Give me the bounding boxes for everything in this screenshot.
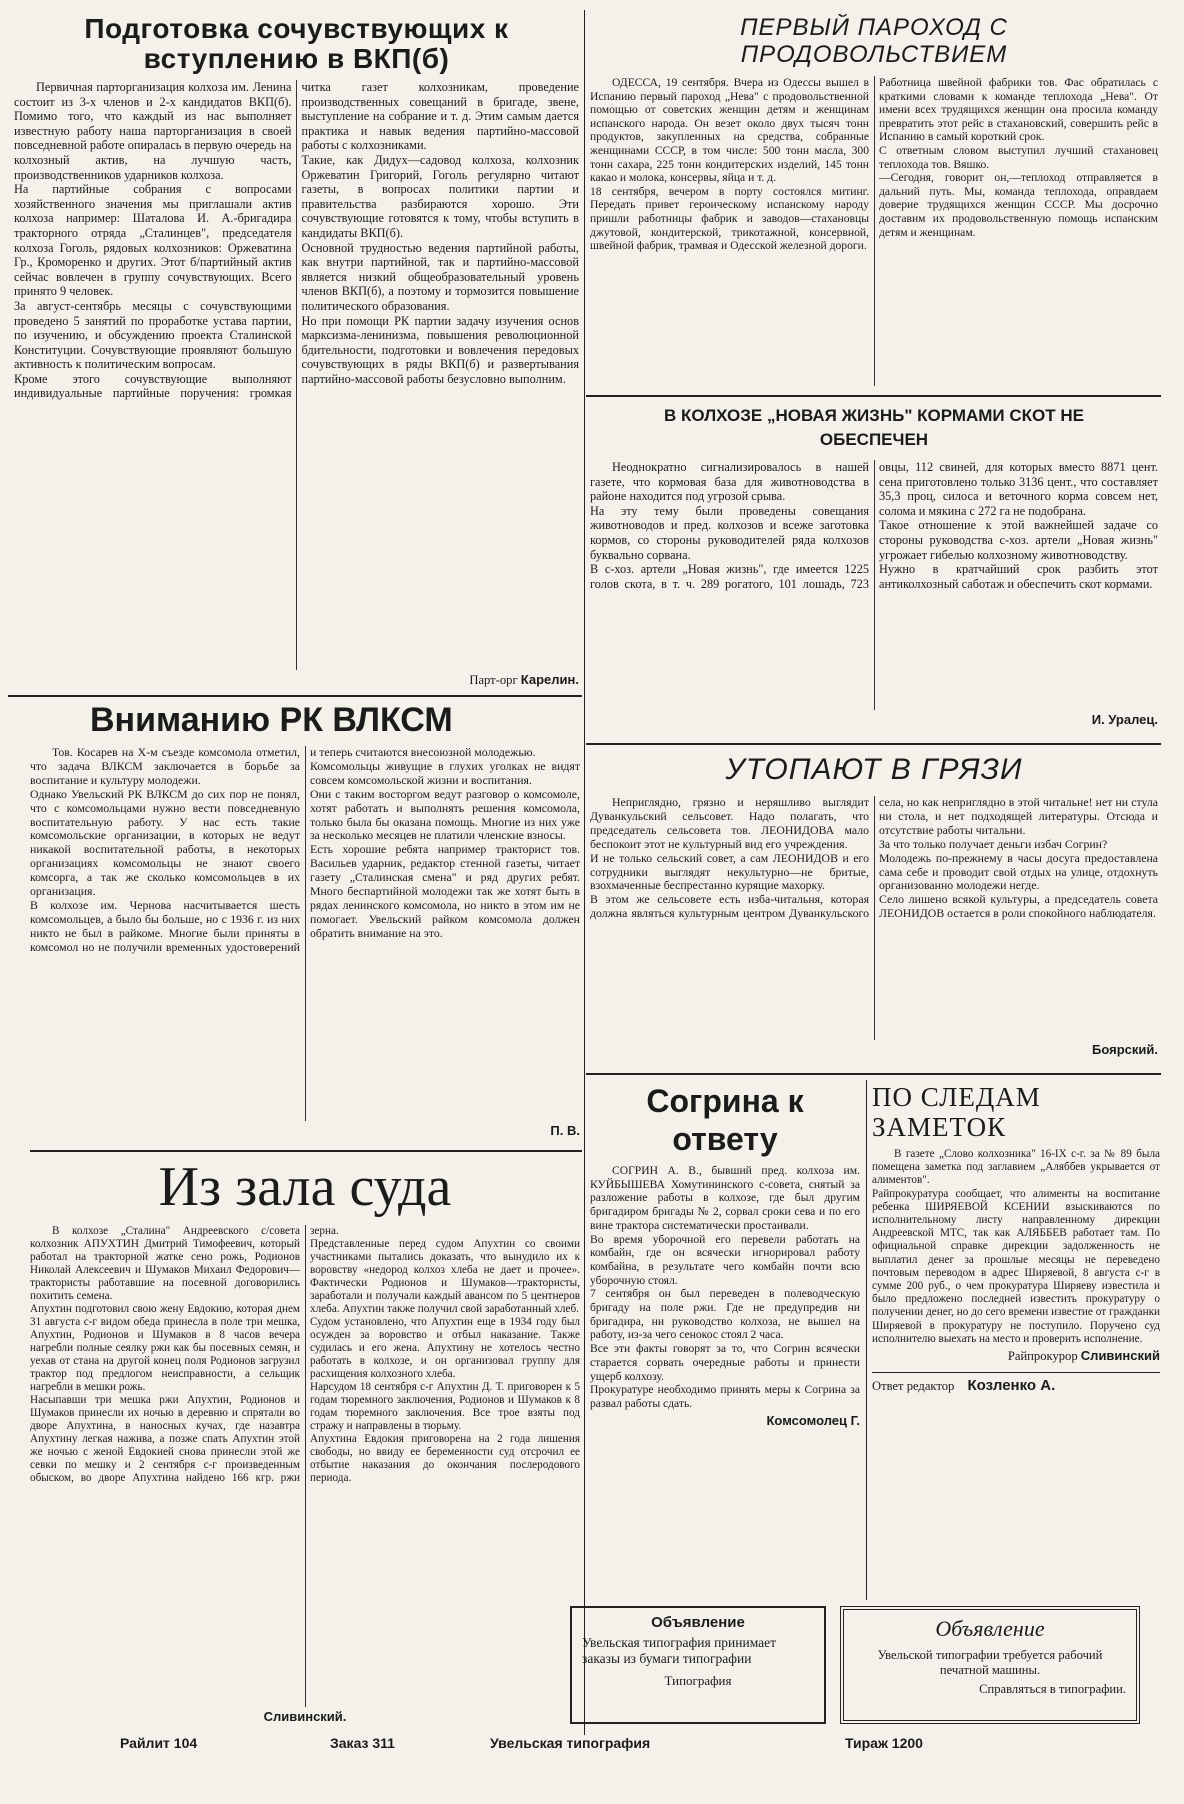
sign-name: Карелин. <box>520 672 579 687</box>
ad-sign: Типография <box>664 1673 732 1688</box>
article-body: В газете „Слово колхозника" 16-IX с-г. за № 89 была помещена заметка под заглавием „Аляббев укрывается от алиментов". Райпрокуратура сообщает, что алименты на воспитание ребенка ШИРЯЕВОЙ КСЕНИИ взыскиваются по исполнительному листу направленному дирекции Андреевской МТС, так как АЛЯББЕВ работает там. По официальной справке дирекции задолженность не выплатил денег за прошлые месяцы не переведено почтовым переводом в адрес Ширяевой, 8 августа с-г в сумме 200 руб., о чем прокуратура Ширяеву известила и было предложено последней известить прокуратуру о получении денег, но до сего времени известие от гражданки Ширяевой в прокуратуру не поступило. Поручено суд исполнителю выехать на место и проверить исполнение. <box>872 1148 1160 1345</box>
section-divider <box>586 1073 1161 1075</box>
sign-name: Комсомолец Г. <box>766 1412 860 1428</box>
article-signature <box>590 712 1158 728</box>
editor-line <box>872 1372 1160 1394</box>
article-signature <box>590 1413 860 1429</box>
article-body: ОДЕССА, 19 сентября. Вчера из Одессы вышел в Испанию первый пароход „Нева" с продовольственной помощью от советских женщин детям и женщинам испанского народа. Он везет около двух тысяч тонн продуктов, закупленных на средства, собранные женщинами СССР, в том числе: 500 тонн масла, 300 тонн сахара, 225 тонн кондитерских изделий, 145 тонн какао и молока, консервы, яйца и т. д. 18 сентября, вечером в порту состоялся митинг. Передать привет героическому испанскому народу пришли работницы фабрик и заводов—стахановцы джутовой, кондитерской, трикотажной, консервной, швейной фабрик, трамвая и Одесской железной дороги. Работница швейной фабрики тов. Фас обратилась с краткими словами к команде теплохода „Нева". От имени всех трудящихся женщин она просила команду превратить этот рейс в стахановский, совершить рейс в Испанию в самый короткий срок. С ответным словом выступил лучший стахановец теплохода тов. Вяшко. —Сегодня, говорит он,—теплоход отправляется в дальний путь. Мы, команда теплохода, оправдаем доверие трудящихся женщин СССР. Мы досрочно доставим их продовольственную помощь испанским детям и женщинам. <box>590 76 1158 253</box>
column-divider <box>866 1080 867 1600</box>
article-sogrina <box>590 1082 860 1592</box>
section-divider <box>30 1150 582 1152</box>
article-mud <box>590 752 1158 1070</box>
article-signature <box>14 672 579 688</box>
article-body: В колхозе „Сталина" Андреевского с/совета колхозник АПУХТИН Дмитрий Тимофеевич, который работал на тракторной жатке сено рожь, Родионов Николай Алексеевич и Шумаков Михаил Федорович—трактористы работавшие на посевной договорились похитить семена. Апухтин подготовил свою жену Евдокию, которая днем 31 августа с-г видом обеда принесла в поле три мешка, Апухтин, Родионов и Шумаков в 8 часов вечера нагребли полные сеялку ржи как бы посевных семян, и уехав от стана на другой конец поля Родионов загрузил трактор под предлогом неисправности, а сельщик нагребли в мешки рожь. Насыпавши три мешка ржи Апухтин, Родионов и Шумаков принесли их ночью в деревню и спрятали во дворе Апухтина, в наносных кучах, где назавтра Апухтину легкая нажива, а позже спать Апухтин этой же ночью с женой Евдокией снова принесли этой же севки по мешку и 2 сентября с-г произведенным обыском, во дворе Апухтина найдено 166 кгр. ржи зерна. Представленные перед судом Апухтин со своими участниками пытались доказать, что вынудило их к воровству «недород колхоз хлеба не дает и прочее». Фактически Родионов и Шумаков—трактористы, заработали и получали каждый авансом по 5 центнеров хлеба. Апухтин также получил свой заработанный хлеб. Судом установлено, что Апухтин еще в 1934 году был осужден за воровство и отбыл наказание. Также судилась и его жена. Апухтину не хотелось честно работать в колхозе, и он организовал группу для расхищения колхозного хлеба. Нарсудом 18 сентября с-г Апухтин Д. Т. приговорен к 5 годам тюремного заключения, Родионов и Шумаков к 8 годам тюремного заключения. Все трое взяты под стражу и направлены в тюрьму. Апухтина Евдокия приговорена на 2 года лишения свободы, но ввиду ее беременности суд отсрочил ее отбытие наказания до окончания послеродового периода. <box>30 1225 580 1484</box>
ad-body: Увельская типография принимает заказы из бумаги типографии <box>582 1635 777 1666</box>
footer-run: Тираж 1200 <box>845 1735 923 1751</box>
article-notes <box>872 1082 1160 1600</box>
section-divider <box>8 695 582 697</box>
page-footer <box>0 1735 1184 1759</box>
article-signature <box>30 1709 580 1725</box>
ad-worker-needed <box>840 1606 1140 1724</box>
article-signature <box>590 1042 1158 1058</box>
article-body: Первичная парторганизация колхоза им. Ленина состоит из 3-х членов и 2-х кандидатов ВКП(б). Помимо того, что каждый из нас выполняет известную работу наша парторганизация в своей повседневной работе опиралась в первую очередь на колхозный актив, на лучшую часть, производственников ударников колхоза. На партийные собрания с вопросами хозяйственного значения мы приглашали актив колхоза например: Шаталова И. А.-бригадира тракторного отряда „Сталинцев", председателя колхоза Гоголь, рядовых колхозников: Оржеватина Гр., Кроморенко и других. Этот б/партийный актив сейчас вовлечен в группу сочувствующих. Всего принято 9 человек. За август-сентябрь месяцы с сочувствующими проведено 5 занятий по проработке устава партии, по изучению, и обсуждению проекта Сталинской Конституции. Сочувствующие проявляют большую активность к политическим вопросам. Кроме этого сочувствующие выполняют индивидуальные партийные поручения: громкая читка газет колхозникам, проведение производственных совещаний в бригаде, звене, выступление на собрание и т. д. Этим самым дается практика и навык ведения партийно-массовой работы с колхозниками. Такие, как Дидух—садовод колхоза, колхозник Оржеватин Григорий, Гоголь регулярно читают газеты, в вопросах политики партии и правительства разбираются хорошо. Эти сочувствующие готовятся к тому, чтобы вступить в кандидаты ВКП(б). Основной трудностью ведения партийной работы, как внутри партийной, так и партийно-массовой является низкий общеобразовательный уровень членов ВКП(б), а поэтому и тормозится повышение политического образования. Но при помощи РК партии задачу изучения основ марксизма-ленинизма, повышения революционной бдительности, подготовки и вовлечения передовых сочувствующих в ряды ВКП(б) и развертывания партийно-массовой работы безусловно выполним. <box>14 80 579 401</box>
footer-printer: Увельская типография <box>490 1735 651 1751</box>
section-divider <box>586 743 1161 745</box>
sign-prefix: Райпрокурор <box>1007 1349 1078 1364</box>
article-court <box>30 1155 580 1733</box>
article-title: Согрина к ответу <box>646 1083 804 1157</box>
article-title: УТОПАЮТ В ГРЯЗИ <box>725 753 1023 786</box>
article-body: СОГРИН А. В., бывший пред. колхоза им. КУЙБЫШЕВА Хомутининского с-совета, снятый за разложение работы в колхозе, где был другим бригадиром бригады № 2, сорвал сроки сева и по его вине трактора систематически простаивали. Во время уборочной его перевели работать на комбайн, где он всячески игнорировал работу комбайна, в результате чего комбайн почти всю уборочную стоял. 7 сентября он был переведен в полеводческую бригаду на поле ржи. Где не предупредив ни бригадира, ни руководство колхоза, не вышел на работу, из-за чего сенокос стоял 2 часа. Все эти факты говорят за то, что Согрин всячески старается сорвать очередные работы и принести ущерб колхозу. Прокуратуре необходимо принять меры к Согрина за развал работы сдать. <box>590 1164 860 1410</box>
article-vlksm <box>30 700 580 1148</box>
column-divider <box>584 10 585 1735</box>
ad-sign: Справляться в типографии. <box>979 1682 1126 1696</box>
article-signature <box>30 1123 580 1139</box>
article-title: ПО СЛЕДАМ ЗАМЕТОК <box>872 1082 1041 1142</box>
ad-printing-orders <box>570 1606 826 1724</box>
ad-title: Объявление <box>935 1616 1045 1641</box>
footer-order: Заказ 311 <box>330 1735 395 1751</box>
sign-name: Сливинский. <box>263 1709 347 1724</box>
article-title: Подготовка сочувствующих к вступлению в ВКП(б) <box>84 14 509 74</box>
article-title: Из зала суда <box>158 1156 452 1218</box>
ad-title: Объявление <box>651 1614 745 1631</box>
sign-name: П. В. <box>550 1123 580 1138</box>
ad-body: Увельской типографии требуется рабочий печатной машины. <box>877 1648 1103 1677</box>
editor-prefix: Ответ редактор <box>872 1379 955 1394</box>
article-body: Неприглядно, грязно и неряшливо выглядит Дуванкульский сельсовет. Надо полагать, что председатель сельсовета тов. ЛЕОНИДОВА мало беспокоит этот не культурный вид его учреждения. И не только сельский совет, а сам ЛЕОНИДОВ и его сотрудники выглядят некультурно—не бритые, взохмаченные беспрестанно курящие махорку. В этом же сельсовете есть изба-читальня, которая должна являться культурным центром Дуванкульского села, но как неприглядно в этой читальне! нет ни стула ни стола, и нет подходящей литературы. Отсюда и отсутствие работы читальни. За что только получает деньги избач Согрин? Молодежь по-прежнему в часы досуга предоставлена сама себе и проводит свой отдых на улице, отдохнуть организованно молодежи негде. Село лишено всякой культуры, а председатель совета ЛЕОНИДОВ остается в роли спокойного наблюдателя. <box>590 795 1158 921</box>
sign-name: Сливинский <box>1080 1348 1160 1364</box>
article-title: Вниманию РК ВЛКСМ <box>90 701 453 739</box>
article-body: Тов. Косарев на Х-м съезде комсомола отметил, что задача ВЛКСМ заключается в борьбе за воспитание и культуру молодежи. Однако Увельский РК ВЛКСМ до сих пор не понял, что с комсомольцами нужно вести повседневную воспитательную работу. У нас есть такие комсомольские организации, в которых не ведут никакой воспитательной работы, в некоторых организациях комсомольцы не знают своего комсорга, а так же сколько комсомольцев в их организация. В колхозе им. Чернова насчитывается шесть комсомольцев, а было бы больше, но с 1936 г. из них никто не был в райкоме. Многие были приняты в комсомол но не получили временных удостоверений и теперь считаются внесоюзной молодежью. Комсомольцы живущие в глухих уголках не видят совсем комсомольской жизни и воспитания. Они с таким восторгом ведут разговор о комсомоле, хотят работать и выполнять решения комсомола, только была бы оказана помощь. Многие из них уже за несколько месяцев не платили членские взносы. Есть хорошие ребята например тракторист тов. Васильев ударник, редактор стенной газеты, читает газету „Сталинская смена" и ряд других ребят. Много беспартийной молодежи так же хотят быть в рядах ленинского комсомола, но никто в этом им не помогает. Увельский райком комсомола должен обратить внимание на это. <box>30 745 580 954</box>
article-title: ПЕРВЫЙ ПАРОХОД С ПРОДОВОЛЬСТВИЕМ <box>740 14 1008 68</box>
footer-censor: Райлит 104 <box>120 1735 198 1751</box>
article-title: В КОЛХОЗЕ „НОВАЯ ЖИЗНЬ" КОРМАМИ СКОТ НЕ ОБЕСПЕЧЕН <box>664 406 1084 449</box>
article-kolkhoz-feed <box>590 404 1158 740</box>
sign-name: Боярский. <box>1092 1042 1158 1057</box>
sign-name: И. Уралец. <box>1091 712 1158 727</box>
article-first-steamer <box>590 14 1158 392</box>
article-signature <box>872 1348 1160 1364</box>
article-party-prep <box>14 14 579 694</box>
article-body: Неоднократно сигнализировалось в нашей газете, что кормовая база для животноводства в районе находится под угрозой срыва. На эту тему были проведены совещания животноводов и пред. колхозов и всеже заготовка кормов, со стороны руководителей ряда колхозов буквально сорвана. В с-хоз. артели „Новая жизнь", где имеется 1225 голов скота, в т. ч. 289 рогатого, 101 лошадь, 723 овцы, 112 свиней, для которых вместо 8871 цент. сена приготовлено только 3136 цент., что составляет 35,3 проц, силоса и веточного корма совсем нет, солома и мякина с 272 га не подобрана. Такое отношение к этой важнейшей задаче со стороны руководства с-хоз. артели „Новая жизнь" угрожает гибелью колхозному животноводству. Нужно в кратчайший срок разбить этот антиколхозный саботаж и обеспечить скот кормами. <box>590 460 1158 591</box>
editor-name: Козленко А. <box>967 1377 1056 1395</box>
section-divider <box>586 395 1161 397</box>
sign-prefix: Парт-орг <box>469 673 518 687</box>
